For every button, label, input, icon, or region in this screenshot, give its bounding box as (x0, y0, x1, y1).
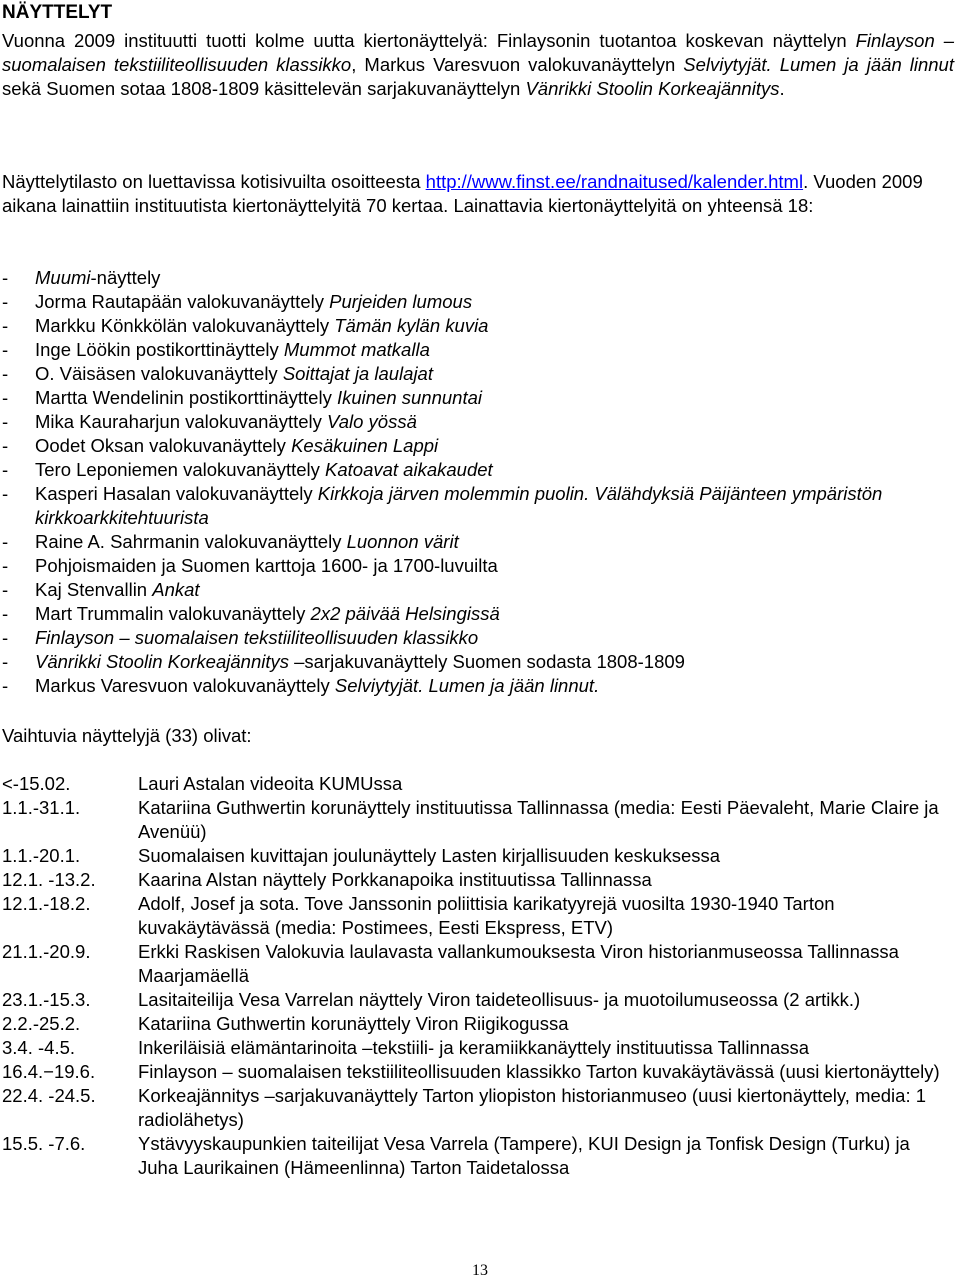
schedule-row (2, 844, 954, 868)
list-dash: - (2, 579, 9, 600)
stats-paragraph: Näyttelytilasto on luettavissa kotisivuilta osoitteesta http://www.finst.ee/randnaitused/kalender.html. Vuoden 2009 aikana lainattiin instituutista kiertonäyttelyitä 70 kertaa. Lainattavia kiertonäyttelyitä on yhteensä 18: (2, 171, 923, 216)
list-dash: - (2, 315, 9, 336)
calendar-link[interactable]: http://www.finst.ee/randnaitused/kalender.html (425, 171, 804, 192)
list-dash: - (2, 675, 9, 696)
list-item: - Markus Varesvuon valokuvanäyttely Selviytyjät. Lumen ja jään linnut. (2, 675, 600, 696)
list-item: - Kasperi Hasalan valokuvanäyttely Kirkkoja järven molemmin puolin. Välähdyksiä Päijänteen ympäristön kirkkoarkkitehtuurista (2, 483, 883, 528)
list-item: - Inge Löökin postikorttinäyttely Mummot matkalla (2, 339, 430, 360)
list-item: - O. Väisäsen valokuvanäyttely Soittajat ja laulajat (2, 363, 433, 384)
schedule-row (2, 940, 954, 988)
list-item: - Markku Könkkölän valokuvanäyttely Tämän kylän kuvia (2, 315, 489, 336)
list-dash: - (2, 291, 9, 312)
schedule-text: Erkki Raskisen Valokuvia laulavasta vallankumouksesta Viron historianmuseossa Tallinnassa Maarjamäellä (138, 941, 899, 986)
list-item: - Muumi-näyttely (2, 267, 161, 288)
list-dash: - (2, 387, 9, 408)
schedule-text: Katariina Guthwertin korunäyttely instituutissa Tallinnassa (media: Eesti Päevaleht, Marie Claire ja Avenüü) (138, 797, 939, 842)
list-dash: - (2, 435, 9, 456)
list-dash: - (2, 627, 9, 648)
schedule-row (2, 892, 954, 940)
list-item: - Raine A. Sahrmanin valokuvanäyttely Luonnon värit (2, 531, 459, 552)
list-dash: - (2, 267, 9, 288)
list-item: - Vänrikki Stoolin Korkeajännitys –sarjakuvanäyttely Suomen sodasta 1808-1809 (2, 651, 685, 672)
schedule-row (2, 1012, 954, 1036)
schedule-date: 21.1.-20.9. (2, 941, 91, 962)
list-dash: - (2, 363, 9, 384)
list-item: - Jorma Rautapään valokuvanäyttely Purjeiden lumous (2, 291, 473, 312)
schedule-date: <-15.02. (2, 773, 71, 794)
schedule-date: 15.5. -7.6. (2, 1133, 86, 1154)
schedule-date: 1.1.-20.1. (2, 845, 81, 866)
schedule-date: 2.2.-25.2. (2, 1013, 81, 1034)
schedule-text: Adolf, Josef ja sota. Tove Janssonin poliittisia karikatyyrejä vuosilta 1930-1940 Tarton kuvakäytävässä (media: Postimees, Eesti Ekspress, ETV) (138, 893, 835, 938)
schedule-text: Lauri Astalan videoita KUMUssa (138, 773, 403, 794)
schedule-row (2, 1036, 954, 1060)
schedule-row (2, 796, 954, 844)
schedule-date: 23.1.-15.3. (2, 989, 91, 1010)
schedule-row (2, 1132, 954, 1180)
list-item: - Mika Kauraharjun valokuvanäyttely Valo yössä (2, 411, 417, 432)
schedule-text: Katariina Guthwertin korunäyttely Viron Riigikogussa (138, 1013, 569, 1034)
schedule-row (2, 868, 954, 892)
schedule-row (2, 1084, 954, 1132)
list-dash: - (2, 603, 9, 624)
schedule-row (2, 988, 954, 1012)
schedule-date: 3.4. -4.5. (2, 1037, 76, 1058)
schedule-date: 22.4. -24.5. (2, 1085, 96, 1106)
list-dash: - (2, 651, 9, 672)
schedule-date: 12.1.-18.2. (2, 893, 91, 914)
list-item: - Pohjoismaiden ja Suomen karttoja 1600- ja 1700-luvuilta (2, 555, 498, 576)
touring-exhibitions-list (2, 266, 954, 698)
schedule-text: Suomalaisen kuvittajan joulunäyttely Lasten kirjallisuuden keskuksessa (138, 845, 721, 866)
page-number: 13 (472, 1262, 488, 1279)
list-dash: - (2, 339, 9, 360)
list-item: - Finlayson – suomalaisen tekstiiliteollisuuden klassikko (2, 627, 479, 648)
list-dash: - (2, 483, 9, 504)
exchange-heading: Vaihtuvia näyttelyjä (33) olivat: (2, 725, 252, 746)
list-item: - Martta Wendelinin postikorttinäyttely Ikuinen sunnuntai (2, 387, 482, 408)
list-item: - Tero Leponiemen valokuvanäyttely Katoavat aikakaudet (2, 459, 493, 480)
schedule-text: Korkeajännitys –sarjakuvanäyttely Tarton yliopiston historianmuseo (uusi kiertonäyttely, media: 1 radiolähetys) (138, 1085, 927, 1130)
schedule-text: Lasitaiteilija Vesa Varrelan näyttely Viron taideteollisuus- ja muotoilumuseossa (2 artikk.) (138, 989, 861, 1010)
list-dash: - (2, 531, 9, 552)
list-item: - Mart Trummalin valokuvanäyttely 2x2 päivää Helsingissä (2, 603, 500, 624)
list-dash: - (2, 411, 9, 432)
schedule-row (2, 1060, 954, 1084)
schedule-text: Ystävyyskaupunkien taiteilijat Vesa Varrela (Tampere), KUI Design ja Tonfisk Design (Turku) ja Juha Laurikainen (Hämeenlinna) Tarton Taidetalossa (138, 1133, 910, 1178)
page-title: NÄYTTELYT (2, 2, 113, 23)
schedule-text: Inkeriläisiä elämäntarinoita –tekstiili- ja keramiikkanäyttely instituutissa Tallinnassa (138, 1037, 810, 1058)
schedule-date: 12.1. -13.2. (2, 869, 96, 890)
schedule-text: Kaarina Alstan näyttely Porkkanapoika instituutissa Tallinnassa (138, 869, 652, 890)
list-item: - Oodet Oksan valokuvanäyttely Kesäkuinen Lappi (2, 435, 439, 456)
schedule-text: Finlayson – suomalaisen tekstiiliteollisuuden klassikko Tarton kuvakäytävässä (uusi kiertonäyttely) (138, 1061, 940, 1082)
schedule-row (2, 772, 954, 796)
intro-paragraph: Vuonna 2009 instituutti tuotti kolme uutta kiertonäyttelyä: Finlaysonin tuotantoa koskevan näyttelyn Finlayson – suomalaisen tekstiiliteollisuuden klassikko, Markus Varesvuon valokuvanäyttelyn Selviytyjät. Lumen ja jään linnut sekä Suomen sotaa 1808-1809 käsittelevän sarjakuvanäyttelyn Vänrikki Stoolin Korkeajännitys. (2, 30, 954, 99)
list-dash: - (2, 459, 9, 480)
list-dash: - (2, 555, 9, 576)
schedule-date: 16.4.−19.6. (2, 1061, 96, 1082)
list-item: - Kaj Stenvallin Ankat (2, 579, 200, 600)
schedule-date: 1.1.-31.1. (2, 797, 81, 818)
exhibition-schedule (2, 772, 954, 1180)
